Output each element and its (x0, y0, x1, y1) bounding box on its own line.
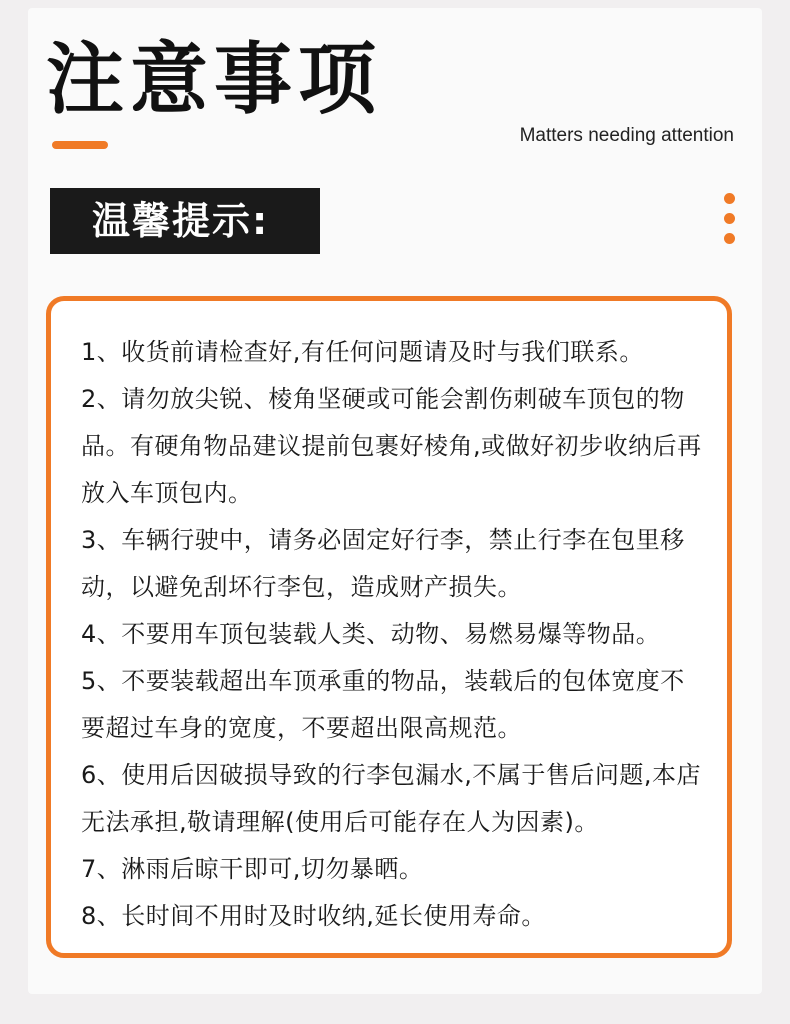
dot-icon (724, 193, 735, 204)
page-subtitle: Matters needing attention (519, 125, 734, 146)
page-title: 注意事项 (46, 35, 383, 125)
notice-list (51, 301, 727, 940)
tip-label: 温馨提示: (92, 199, 270, 243)
notice-item-6: 6、使用后因破损导致的行李包漏水,不属于售后问题,本店无法承担,敬请理解(使用后可能存在人为因素)。 (81, 761, 702, 836)
notice-item-2: 2、请勿放尖锐、棱角坚硬或可能会割伤刺破车顶包的物品。有硬角物品建议提前包裹好棱角,或做好初步收纳后再放入车顶包内。 (81, 385, 702, 507)
notice-box (46, 296, 732, 958)
dot-icon (724, 233, 735, 244)
notice-item-7: 7、淋雨后晾干即可,切勿暴晒。 (81, 855, 424, 883)
tip-banner (50, 188, 320, 254)
title-underline (52, 141, 108, 149)
dot-icon (724, 213, 735, 224)
notice-item-4: 4、不要用车顶包装载人类、动物、易燃易爆等物品。 (81, 620, 661, 648)
notice-item-1: 1、收货前请检查好,有任何问题请及时与我们联系。 (81, 338, 644, 366)
notice-item-5: 5、不要装载超出车顶承重的物品，装载后的包体宽度不要超过车身的宽度，不要超出限高规范。 (81, 667, 685, 742)
notice-item-3: 3、车辆行驶中，请务必固定好行李，禁止行李在包里移动，以避免刮坏行李包，造成财产损失。 (81, 526, 685, 601)
more-dots-icon (724, 193, 736, 245)
notice-item-8: 8、长时间不用时及时收纳,延长使用寿命。 (81, 902, 546, 930)
